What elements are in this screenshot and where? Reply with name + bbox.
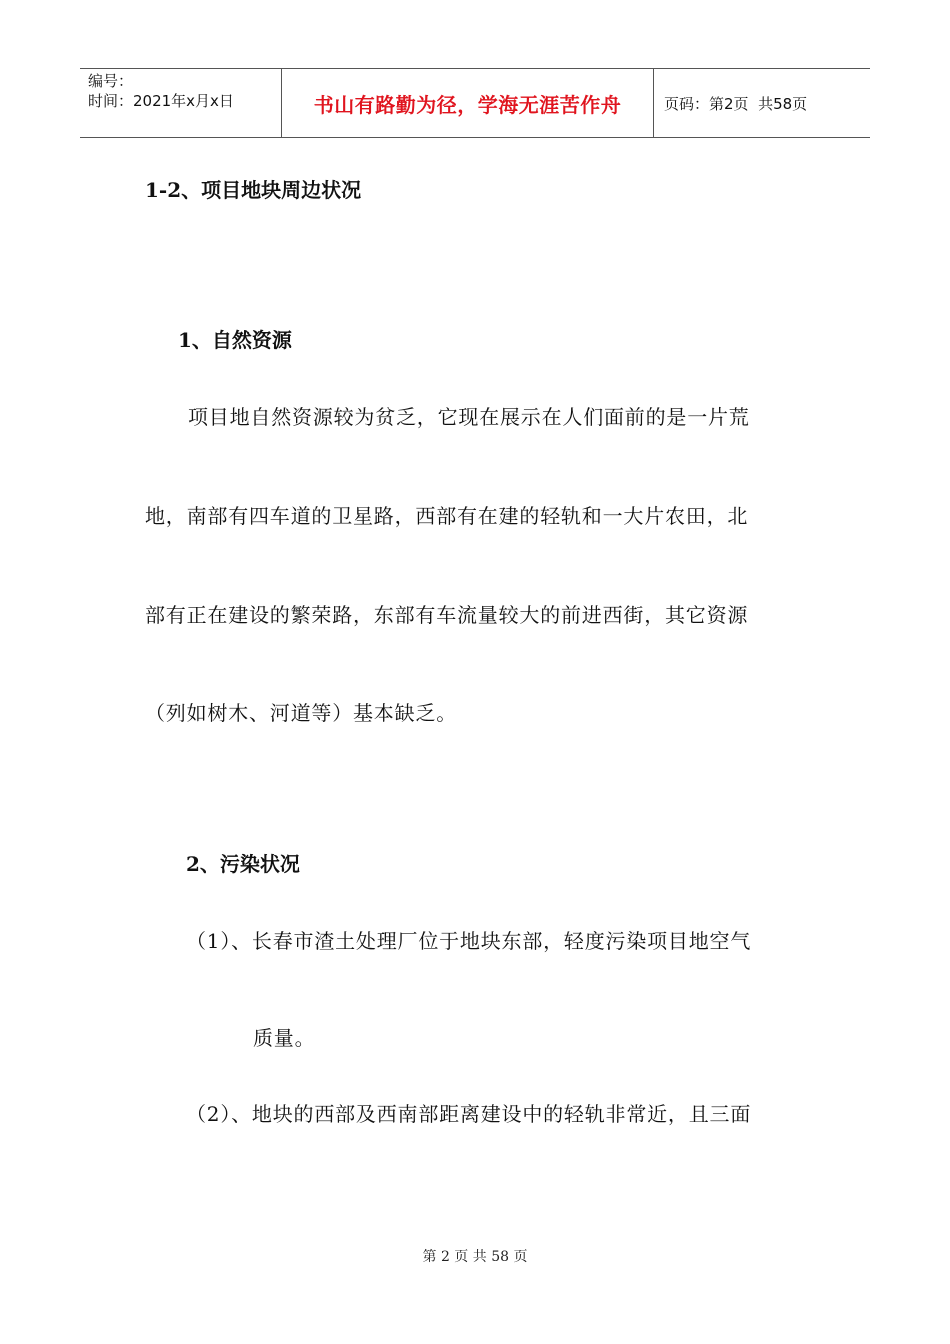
section-1-line-4: （列如树木、河道等）基本缺乏。 <box>145 701 457 725</box>
section-2-heading: 2、污染状况 <box>186 852 300 876</box>
pollution-item-2: （2）、地块的西部及西南部距离建设中的轻轨非常近，且三面 <box>186 1102 752 1126</box>
motto: 书山有路勤为径，学海无涯苦作舟 <box>282 69 654 137</box>
section-1-line-2: 地，南部有四车道的卫星路，西部有在建的轻轨和一大片农田，北 <box>145 504 749 528</box>
page-label: 页码：第2页 共58页 <box>664 94 808 113</box>
page-header <box>80 68 870 138</box>
page-footer: 第 2 页 共 58 页 <box>422 1249 528 1265</box>
number-label: 编号： <box>88 72 134 90</box>
header-meta-cell <box>80 69 282 137</box>
section-1-line-1: 项目地自然资源较为贫乏，它现在展示在人们面前的是一片荒 <box>188 405 750 429</box>
section-title: 1-2、项目地块周边状况 <box>145 178 362 202</box>
pollution-item-1: （1）、长春市渣土处理厂位于地块东部，轻度污染项目地空气 <box>186 929 752 953</box>
time-label: 时间：2021年x月x日 <box>88 92 234 110</box>
pollution-item-1-cont: 质量。 <box>253 1026 316 1050</box>
section-1-line-3: 部有正在建设的繁荣路，东部有车流量较大的前进西街，其它资源 <box>145 603 749 627</box>
header-page-cell <box>654 69 870 137</box>
section-1-heading: 1、自然资源 <box>178 328 292 352</box>
